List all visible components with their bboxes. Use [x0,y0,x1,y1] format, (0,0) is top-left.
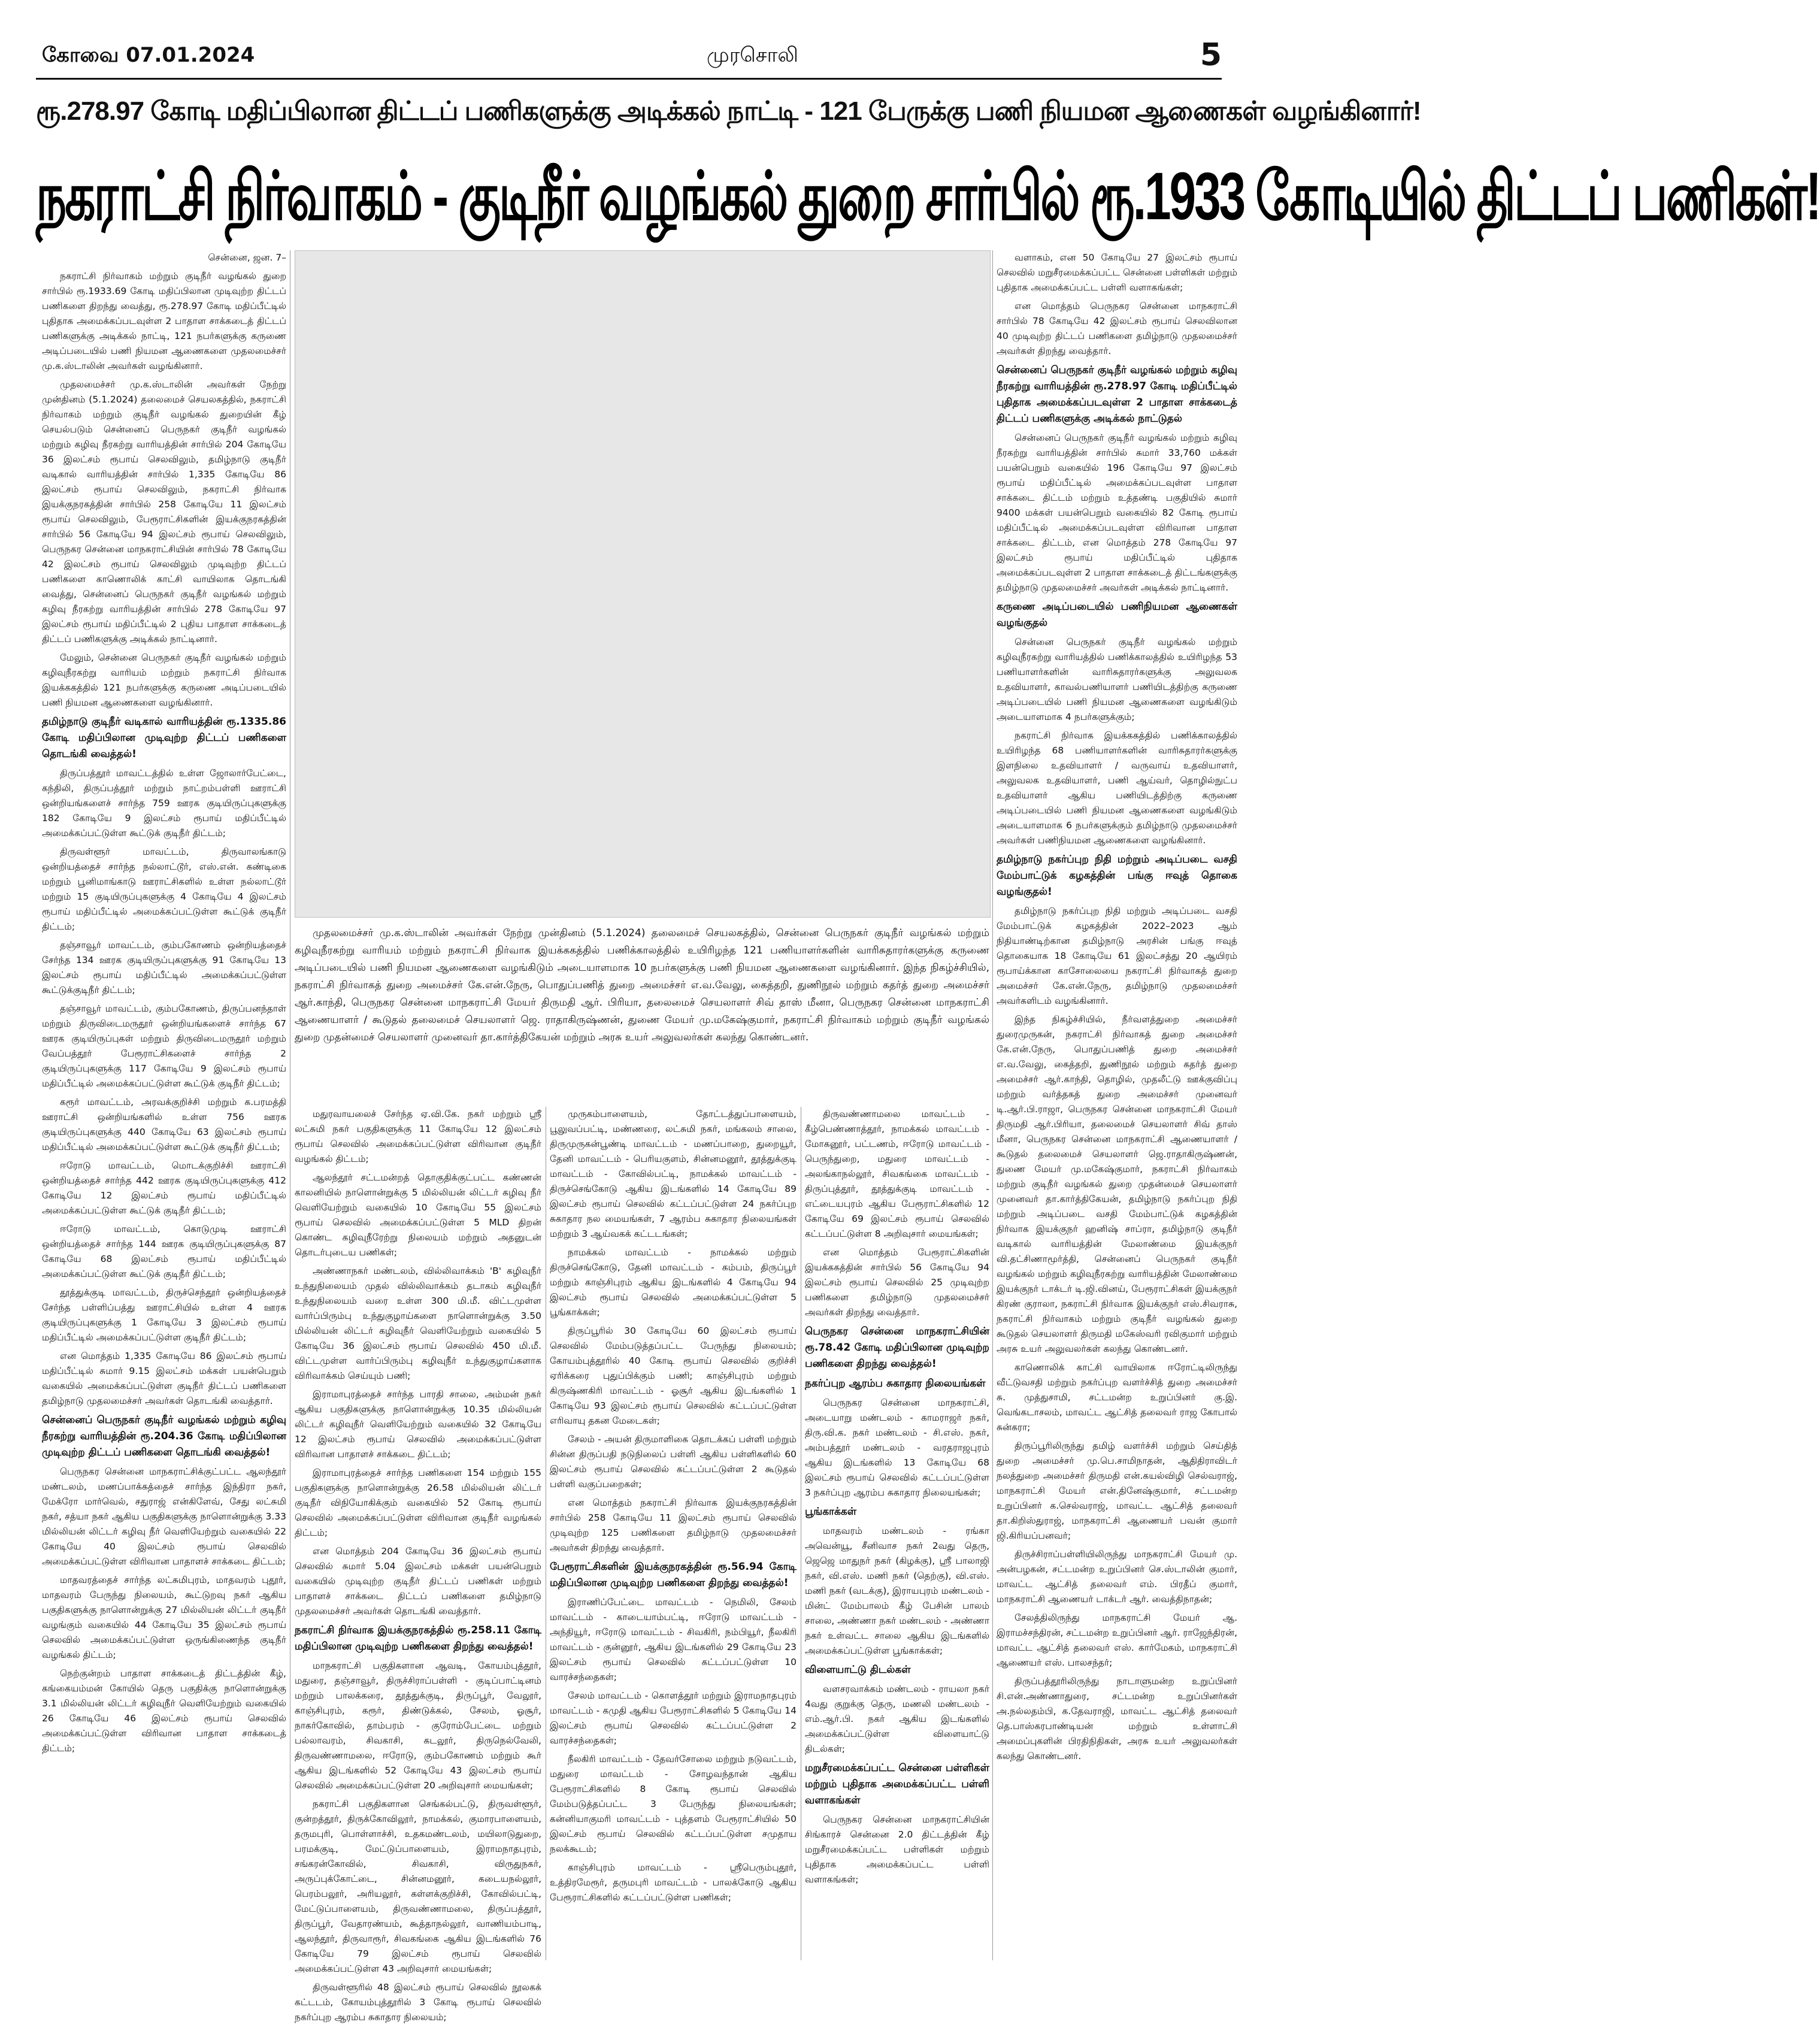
article-paragraph: திருப்பூரில் 30 கோடியே 60 இலட்சம் ரூபாய் செலவில் மேம்படுத்தப்பட்ட பேருந்து நிலையம்; கோயம்புத்தூரில் 40 கோடி ரூபாய் செலவில் குறிச்சி ஏரிக்கரை புதுப்பிக்கும் பணி; காஞ்சிபுரம் மற்றும் கிருஷ்ணகிரி மாவட்டம் - ஓசூர் ஆகிய இடங்களில் 1 கோடியே 93 இலட்சம் ரூபாய் செலவில் கட்டப்பட்டுள்ள எரிவாயு தகன மேடைகள்; [550,1325,797,1426]
article-paragraph: பெருநகர சென்னை மாநகராட்சியின் சிங்காரச் சென்னை 2.0 திட்டத்தின் கீழ் மறுசீரமைக்கப்பட்ட பள்ளிகள் மற்றும் புதிதாக அமைக்கப்பட்ட பள்ளி வளாகங்கள்; [805,1814,989,1885]
article-paragraph: திருப்பத்தூர் மாவட்டத்தில் உள்ள ஜோலார்பேட்டை, கந்திலி, திருப்பத்தூர் மற்றும் நாட்றம்பள்ளி ஊராட்சி ஒன்றியங்களைச் சார்ந்த 759 ஊரக குடியிருப்புகளுக்கு 182 கோடியே 9 இலட்சம் ரூபாய் மதிப்பீட்டில் அமைக்கப்பட்டுள்ள கூட்டுக் குடிநீர் திட்டம்; [42,768,286,839]
article-paragraph: சென்னைப் பெருநகர் குடிநீர் வழங்கல் மற்றும் கழிவு நீரகற்று வாரியத்தின் சார்பில் சுமார் 33,760 மக்கள் பயன்பெறும் வகையில் 196 கோடியே 97 இலட்சம் ரூபாய் மதிப்பீட்டில் அமைக்கப்படவுள்ள பாதாள சாக்கடை திட்டம் மற்றும் உத்தண்டி பகுதியில் சுமார் 9400 மக்கள் பயன்பெறும் வகையில் 82 கோடி ரூபாய் மதிப்பீட்டில் அமைக்கப்படவுள்ள விரிவான பாதாள சாக்கடை திட்டம், என மொத்தம் 278 கோடியே 97 இலட்சம் ரூபாய் மதிப்பீட்டில் புதிதாக அமைக்கப்படவுள்ள 2 பாதாள சாக்கடைத் திட்டங்களுக்கு தமிழ்நாடு முதலமைச்சர் அவர்கள் அடிக்கல் நாட்டினார். [997,432,1237,593]
kicker-headline: ரூ.278.97 கோடி மதிப்பிலான திட்டப் பணிகளுக்கு அடிக்கல் நாட்டி - 121 பேருக்கு பணி நியமன ஆணைகள் வழங்கினார்! [36,96,1421,126]
article-paragraph: பெருநகர சென்னை மாநகராட்சி, அடையாறு மண்டலம் - காமராஜர் நகர், திரு.வி.க. நகர் மண்டலம் - சி.எஸ். நகர், அம்பத்தூர் மண்டலம் - வரதராஜபுரம் ஆகிய இடங்களில் 13 கோடியே 68 இலட்சம் ரூபாய் செலவில் கட்டப்பட்டுள்ள 3 நகர்ப்புற ஆரம்ப சுகாதார நிலையங்கள்; [805,1397,989,1498]
section-subhead: பேரூராட்சிகளின் இயக்குநரகத்தின் ரூ.56.94 கோடி மதிப்பிலான முடிவுற்ற பணிகளை திறந்து வைத்தல்! [550,1561,797,1589]
section-subhead: கருணை அடிப்படையில் பணிநியமன ஆணைகள் வழங்குதல் [997,601,1237,629]
article-paragraph: பெருநகர சென்னை மாநகராட்சிக்குட்பட்ட ஆலந்தூர் மண்டலம், மணப்பாக்கத்தைச் சார்ந்த இந்திரா நகர், மேக்ரோ மார்வெல், சதுராஜ் என்கிளேவ், சேது லட்சுமி நகர், சத்யா நகர் ஆகிய பகுதிகளுக்கு நாளொன்றுக்கு 3.33 மில்லியன் லிட்டர் கழிவு நீர் வெளியேற்றும் வகையில் 22 கோடியே 40 இலட்சம் ரூபாய் செலவில் அமைக்கப்பட்டுள்ள விரிவான பாதாளச் சாக்கடை திட்டம்; [42,1466,286,1567]
article-paragraph: மாதவரத்தைச் சார்ந்த லட்சுமிபுரம், மாதவரம் புதூர், மாதவரம் பேருந்து நிலையம், கூட்டுறவு நகர் ஆகிய பகுதிகளுக்கு நாளொன்றுக்கு 27 மில்லியன் லிட்டர் குடிநீர் வழங்கும் வகையில் 44 கோடியே 35 இலட்சம் ரூபாய் செலவில் அமைக்கப்பட்டுள்ள ஒருங்கிணைந்த குடிநீர் வழங்கல் திட்டம்; [42,1575,286,1660]
article-paragraph: திருப்பத்தூரிலிருந்து நாடாளுமன்ற உறுப்பினர் சி.என்.அண்ணாதுரை, சட்டமன்ற உறுப்பினர்கள் அ.நல்லதம்பி, க.தேவராஜி, மாவட்ட ஆட்சித் தலைவர் தெ.பாஸ்கரபாண்டியன் மற்றும் உள்ளாட்சி அமைப்புகளின் பிரதிநிதிகள், அரசு உயர் அலுவலர்கள் கலந்து கொண்டனர். [997,1676,1237,1761]
article-paragraph: நகராட்சி நிர்வாக இயக்ககத்தில் பணிக்காலத்தில் உயிரிழந்த 68 பணியாளர்களின் வாரிசுதாரர்களுக்கு இளநிலை உதவியாளர் / வருவாய் உதவியாளர், அலுவலக உதவியாளர், பணி ஆய்வர், தொழில்நுட்ப உதவியாளர் ஆகிய பணியிடத்திற்கு கருணை அடிப்படையில் பணி நியமன ஆணைகளை வழங்கிடும் அடையாளமாக 6 நபர்களுக்கும் தமிழ்நாடு முதலமைச்சர் அவர்கள் பணிநியமன ஆணைகளை வழங்கினார். [997,730,1237,846]
article-paragraph: தஞ்சாவூர் மாவட்டம், கும்பகோணம் ஒன்றியத்தைச் சேர்ந்த 134 ஊரக குடியிருப்புகளுக்கு 91 கோடியே 13 இலட்சம் ரூபாய் மதிப்பீட்டில் அமைக்கப்பட்டுள்ள கூட்டுக்குடிநீர் திட்டம்; [42,940,286,995]
article-paragraph: ஆலந்தூர் சட்டமன்றத் தொகுதிக்குட்பட்ட கண்ணன் காலனியில் நாளொன்றுக்கு 5 மில்லியன் லிட்டர் கழிவு நீர் வெளியேற்றும் வகையில் 10 கோடியே 55 இலட்சம் ரூபாய் செலவில் அமைக்கப்பட்டுள்ள 5 MLD திறன் கொண்ட கழிவுநீரேற்று நிலையம் மற்றும் அதனுடன் தொடர்புடைய பணிகள்; [295,1172,541,1258]
section-subhead: பெருநகர சென்னை மாநகராட்சியின் ரூ.78.42 கோடி மதிப்பிலான முடிவுற்ற பணிகளை திறந்து வைத்தல்! [805,1325,989,1370]
article-paragraph: நீலகிரி மாவட்டம் - தேவர்சோலை மற்றும் நடுவட்டம், மதுரை மாவட்டம் - சோழவந்தான் ஆகிய பேரூராட்சிகளில் 8 கோடி ரூபாய் செலவில் மேம்படுத்தப்பட்ட 3 பேருந்து நிலையங்கள்; கன்னியாகுமரி மாவட்டம் - புத்தளம் பேரூராட்சியில் 50 இலட்சம் ரூபாய் செலவில் கட்டப்பட்டுள்ள சமுதாய நலக்கூடம்; [550,1754,797,1854]
article-paragraph: திருவள்ளூரில் 48 இலட்சம் ரூபாய் செலவில் நூலகக் கட்டடம், கோயம்புத்தூரில் 3 கோடி ரூபாய் செலவில் நகர்ப்புற ஆரம்ப சுகாதார நிலையம்; [295,1982,541,2023]
masthead [36,37,1222,80]
article-column-2 [295,1107,541,2023]
paper-name: முரசொலி [707,43,798,67]
article-paragraph: வளசரவாக்கம் மண்டலம் - ராயலா நகர் 4வது குறுக்கு தெரு, மணலி மண்டலம் - எம்.ஆர்.பி. நகர் ஆகிய இடங்களில் அமைக்கப்பட்டுள்ள விளையாட்டு திடல்கள்; [805,1684,989,1754]
article-paragraph: திருச்சிராப்பள்ளியிலிருந்து மாநகராட்சி மேயர் மு. அன்பழகன், சட்டமன்ற உறுப்பினர் செ.ஸ்டாலின் குமார், மாவட்ட ஆட்சித் தலைவர் எம். பிரதீப் குமார், மாநகராட்சி ஆணையர் டாக்டர் ஆர். வைத்திநாதன்; [997,1549,1237,1605]
dateline: சென்னை, ஜன. 7– [208,252,286,263]
main-headline: நகராட்சி நிர்வாகம் - குடிநீர் வழங்கல் துறை சார்பில் ரூ.1933 கோடியில் திட்டப் பணிகள்! [36,159,1820,234]
article-paragraph: இராணிப்பேட்டை மாவட்டம் - நெமிலி, சேலம் மாவட்டம் - காடையாம்பட்டி, ஈரோடு மாவட்டம் - அந்தியூர், ஈரோடு மாவட்டம் - சிவகிரி, நம்பியூர், நீலகிரி மாவட்டம் - குன்னூர், ஆகிய இடங்களில் 29 கோடியே 23 இலட்சம் ரூபாய் செலவில் கட்டப்பட்டுள்ள 10 வாரச்சந்தைகள்; [550,1597,797,1682]
section-subhead: தமிழ்நாடு குடிநீர் வடிகால் வாரியத்தின் ரூ.1335.86 கோடி மதிப்பிலான முடிவுற்ற திட்டப் பணிகளை தொடங்கி வைத்தல்! [42,716,286,760]
section-subhead: தமிழ்நாடு நகர்ப்புற நிதி மற்றும் அடிப்படை வசதி மேம்பாட்டுக் கழகத்தின் பங்கு ஈவுத் தொகை வழங்குதல்! [997,853,1237,898]
article-paragraph: காஞ்சிபுரம் மாவட்டம் - ஸ்ரீபெரும்புதூர், உத்திரமேரூர், தருமபுரி மாவட்டம் - பாலக்கோடு ஆகிய பேரூராட்சிகளில் கட்டப்பட்டுள்ள பணிகள்; [550,1862,797,1903]
article-paragraph: சேலம் மாவட்டம் - கொளத்தூர் மற்றும் இராமநாதபுரம் மாவட்டம் - கமுதி ஆகிய பேரூராட்சிகளில் 5 கோடியே 14 இலட்சம் ரூபாய் செலவில் கட்டப்பட்டுள்ள 2 வாரச்சந்தைகள்; [550,1690,797,1746]
article-paragraph: மாதவரம் மண்டலம் - ரங்கா அவென்யூ, சீனிவாச நகர் 2வது தெரு, ஜெஜெ மாதுநர் நகர் (கிழக்கு), ஸ்ரீ பாலாஜி நகர், வி.எஸ். மணி நகர் (தெற்கு), வி.எஸ். மணி நகர் (வடக்கு), இராயபுரம் மண்டலம் - மின்ட் மேம்பாலம் கீழ் பேசின் பாலம் சாலை, அண்ணா நகர் மண்டலம் - அண்ணா நகர் உள்வட்ட சாலை ஆகிய இடங்களில் அமைக்கப்பட்டுள்ள பூங்காக்கள்; [805,1525,989,1656]
article-paragraph: காணொலிக் காட்சி வாயிலாக ஈரோட்டிலிருந்து வீட்டுவசதி மற்றும் நகர்ப்புற வளர்ச்சித் துறை அமைச்சர் சு. முத்துசாமி, சட்டமன்ற உறுப்பினர் கு.இ. வெங்கடாசலம், மாவட்ட ஆட்சித் தலைவர் ராஜ கோபால் சுன்கரா; [997,1362,1237,1433]
article-paragraph: என மொத்தம் நகராட்சி நிர்வாக இயக்குநரகத்தின் சார்பில் 258 கோடியே 11 இலட்சம் ரூபாய் செலவில் முடிவுற்ற 125 பணிகளை தமிழ்நாடு முதலமைச்சர் அவர்கள் திறந்து வைத்தார். [550,1497,797,1553]
article-paragraph: என மொத்தம் பேரூராட்சிகளின் இயக்ககத்தின் சார்பில் 56 கோடியே 94 இலட்சம் ரூபாய் செலவில் 25 முடிவுற்ற பணிகளை தமிழ்நாடு முதலமைச்சர் அவர்கள் திறந்து வைத்தார். [805,1247,989,1318]
article-paragraph: திருப்பூரிலிருந்து தமிழ் வளர்ச்சி மற்றும் செய்தித் துறை அமைச்சர் மு.பெ.சாமிநாதன், ஆதிதிராவிடர் நலத்துறை அமைச்சர் திருமதி என்.கயல்விழி செல்வராஜ், மாநகராட்சி மேயர் என்.தினேஷ்குமார், சட்டமன்ற உறுப்பினர் க.செல்வராஜ், மாவட்ட ஆட்சித் தலைவர் தா.கிறிஸ்துராஜ், மாநகராட்சி ஆணையர் பவன் குமார் ஜி.கிரியப்பனவர்; [997,1440,1237,1541]
article-paragraph: சேலத்திலிருந்து மாநகராட்சி மேயர் ஆ. இராமச்சந்திரன், சட்டமன்ற உறுப்பினர் ஆர். ராஜேந்திரன், மாவட்ட ஆட்சித் தலைவர் எஸ். கார்மேகம், மாநகராட்சி ஆணையர் எஸ். பாலசந்தர்; [997,1612,1237,1668]
article-paragraph: முதலமைச்சர் மு.க.ஸ்டாலின் அவர்கள் நேற்று முன்தினம் (5.1.2024) தலைமைச் செயலகத்தில், நகராட்சி நிர்வாகம் மற்றும் குடிநீர் வழங்கல் துறையின் கீழ் செயல்படும் சென்னைப் பெருநகர் குடிநீர் வழங்கல் மற்றும் கழிவு நீரகற்று வாரியத்தின் சார்பில் 204 கோடியே 36 இலட்சம் ரூபாய் செலவிலும், தமிழ்நாடு குடிநீர் வடிகால் வாரியத்தின் சார்பில் 1,335 கோடியே 86 இலட்சம் ரூபாய் செலவிலும், நகராட்சி நிர்வாக இயக்குநரகத்தின் சார்பில் 258 கோடியே 11 இலட்சம் ரூபாய் செலவிலும், பேரூராட்சிகளின் இயக்குநரகத்தின் சார்பில் 56 கோடியே 94 இலட்சம் ரூபாய் செலவிலும், பெருநகர சென்னை மாநகராட்சியின் சார்பில் 78 கோடியே 42 இலட்சம் ரூபாய் செலவிலும் முடிவுற்ற திட்டப் பணிகளை காணொலிக் காட்சி வாயிலாக தொடங்கி வைத்து, சென்னைப் பெருநகர் குடிநீர் வழங்கல் மற்றும் கழிவு நீரகற்று வாரியத்தின் சார்பில் 278 கோடியே 97 இலட்சம் ரூபாய் மதிப்பீட்டில் 2 புதிய பாதாள சாக்கடைத் திட்டப் பணிகளுக்கு அடிக்கல் நாட்டினார். [42,379,286,644]
article-column-3 [550,1107,797,1960]
section-subhead: நகராட்சி நிர்வாக இயக்குநரகத்தில் ரூ.258.11 கோடி மதிப்பிலான முடிவுற்ற பணிகளை திறந்து வைத்தல்! [295,1624,541,1652]
article-paragraph: முருகம்பாளையம், தோட்டத்துப்பாளையம், பூலுவப்பட்டி, மண்ணரை, லட்சுமி நகர், மங்கலம் சாலை, திருமுருகன்பூண்டி மாவட்டம் - மணப்பாறை, துறையூர், தேனி மாவட்டம் - பெரியகுளம், சின்னமனூர், தூத்துக்குடி மாவட்டம் - கோவில்பட்டி, நாமக்கல் மாவட்டம் - திருச்செங்கோடு ஆகிய இடங்களில் 14 கோடியே 89 இலட்சம் ரூபாய் செலவில் கட்டப்பட்டுள்ள 24 நகர்ப்புற சுகாதார நல மையங்கள், 7 ஆரம்ப சுகாதார நிலையங்கள் மற்றும் 3 ஆய்வகக் கட்டடங்கள்; [550,1109,797,1239]
article-paragraph: சென்னை பெருநகர் குடிநீர் வழங்கல் மற்றும் கழிவுநீரகற்று வாரியத்தில் பணிக்காலத்தில் உயிரிழந்த 53 பணியாளர்களின் வாரிசுதாரர்களுக்கு அலுவலக உதவியாளர், காவல்பணியாளர் பணியிடத்திற்கு கருணை அடிப்படையில் பணி நியமன ஆணைகளை வழங்கிடும் அடையாளமாக 4 நபர்களுக்கும்; [997,637,1237,722]
article-paragraph: நகராட்சி பகுதிகளான செங்கல்பட்டு, திருவள்ளூர், குன்றத்தூர், திருக்கோவிலூர், நாமக்கல், குமாரபாளையம், தருமபுரி, பொள்ளாச்சி, உதகமண்டலம், மயிலாடுதுறை, பரமக்குடி, மேட்டுப்பாளையம், இராமநாதபுரம், சங்கரன்கோவில், சிவகாசி, விருதுநகர், அருப்புக்கோட்டை, சின்னமனூர், கடையநல்லூர், பெரம்பலூர், அரியலூர், கள்ளக்குறிச்சி, கோவில்பட்டி, மேட்டுப்பாளையம், திருவண்ணாமலை, திருப்பத்தூர், திருப்பூர், வேதாரண்யம், கூத்தாநல்லூர், வாணியம்பாடி, ஆலந்தூர், திருவாரூர், சிவகங்கை ஆகிய இடங்களில் 76 கோடியே 79 இலட்சம் ரூபாய் செலவில் அமைக்கப்பட்டுள்ள 43 அறிவுசார் மையங்கள்; [295,1799,541,1974]
article-paragraph: என மொத்தம் 1,335 கோடியே 86 இலட்சம் ரூபாய் மதிப்பீட்டில் சுமார் 9.15 இலட்சம் மக்கள் பயன்பெறும் வகையில் அமைக்கப்பட்டுள்ள குடிநீர் திட்டப் பணிகளை தமிழ்நாடு முதலமைச்சர் அவர்கள் தொடங்கி வைத்தார். [42,1351,286,1406]
article-paragraph: தஞ்சாவூர் மாவட்டம், கும்பகோணம், திருப்பனந்தாள் மற்றும் திருவிடைமருதூர் ஒன்றியங்களைச் சார்ந்த 67 ஊரக குடியிருப்புகள் மற்றும் திருவிடைமருதூர் மற்றும் வேப்பத்தூர் பேரூராட்சிகளைச் சார்ந்த 2 குடியிருப்புகளுக்கு 117 கோடியே 9 இலட்சம் ரூபாய் மதிப்பீட்டில் அமைக்கப்பட்டுள்ள கூட்டுக் குடிநீர் திட்டம்; [42,1003,286,1089]
section-subhead: சென்னைப் பெருநகர் குடிநீர் வழங்கல் மற்றும் கழிவு நீரகற்று வாரியத்தின் ரூ.278.97 கோடி மதிப்பீட்டில் புதிதாக அமைக்கப்படவுள்ள 2 பாதாள சாக்கடைத் திட்டப் பணிகளுக்கு அடிக்கல் நாட்டுதல் [997,364,1237,425]
article-paragraph: ஈரோடு மாவட்டம், மொடக்குறிச்சி ஊராட்சி ஒன்றியத்தைச் சார்ந்த 442 ஊரக குடியிருப்புகளுக்கு 412 கோடியே 12 இலட்சம் ரூபாய் மதிப்பீட்டில் அமைக்கப்பட்டுள்ள கூட்டுக் குடிநீர் திட்டம்; [42,1160,286,1216]
article-column-1 [42,250,286,1960]
article-paragraph: மாநகராட்சி பகுதிகளான ஆவடி, கோயம்புத்தூர், மதுரை, தஞ்சாவூர், திருச்சிராப்பள்ளி - குடிப்பாட்டினம் மற்றும் பாலக்கரை, தூத்துக்குடி, திருப்பூர், வேலூர், காஞ்சிபுரம், கரூர், திண்டுக்கல், சேலம், ஓசூர், நாகர்கோவில், தாம்பரம் - குரோம்பேட்டை மற்றும் பல்லாவரம், சிவகாசி, கடலூர், திருநெல்வேலி, திருவண்ணாமலை, ஈரோடு, கும்பகோணம் மற்றும் கூர் ஆகிய இடங்களில் 52 கோடியே 43 இலட்சம் ரூபாய் செலவில் அமைக்கப்பட்டுள்ள 20 அறிவுசார் மையங்கள்; [295,1660,541,1791]
article-paragraph: நெற்குன்றம் பாதாள சாக்கடைத் திட்டத்தின் கீழ், கங்கையம்மன் கோயில் தெரு பகுதிக்கு நாளொன்றுக்கு 3.1 மில்லியன் லிட்டர் கழிவுநீர் வெளியேற்றும் வகையில் 26 கோடியே 46 இலட்சம் ரூபாய் செலவில் அமைக்கப்பட்டுள்ள விரிவான பாதாள சாக்கடைத் திட்டம்; [42,1668,286,1754]
article-paragraph: தூத்துக்குடி மாவட்டம், திருச்செந்தூர் ஒன்றியத்தைச் சேர்ந்த பள்ளிப்பத்து ஊராட்சியில் உள்ள 4 ஊரக குடியிருப்புகளுக்கு 1 கோடியே 3 இலட்சம் ரூபாய் மதிப்பீட்டில் அமைக்கப்பட்டுள்ள குடிநீர் திட்டம்; [42,1287,286,1343]
article-paragraph: இராமாபுரத்தைச் சார்ந்த பாரதி சாலை, அம்மன் நகர் ஆகிய பகுதிகளுக்கு நாளொன்றுக்கு 10.35 மில்லியன் லிட்டர் கழிவுநீர் வெளியேற்றும் வகையில் 32 கோடியே 12 இலட்சம் ரூபாய் செலவில் அமைக்கப்பட்டுள்ள விரிவான பாதாளச் சாக்கடை திட்டம்; [295,1389,541,1460]
article-paragraph: இராமாபுரத்தைச் சார்ந்த பணிகளை 154 மற்றும் 155 பகுதிகளுக்கு நாளொன்றுக்கு 26.58 மில்லியன் லிட்டர் குடிநீர் விநியோகிக்கும் வகையில் 52 கோடி ரூபாய் செலவில் அமைக்கப்பட்டுள்ள விரிவான குடிநீர் வழங்கல் திட்டம்; [295,1467,541,1538]
page-number: 5 [1200,37,1222,73]
article-paragraph: இந்த நிகழ்ச்சியில், நீர்வளத்துறை அமைச்சர் துரைமுருகன், நகராட்சி நிர்வாகத் துறை அமைச்சர் கே.என்.நேரு, பொதுப்பணித் துறை அமைச்சர் எ.வ.வேலு, கைத்தறி, துணிநூல் மற்றும் கதர்த் துறை அமைச்சர் ஆர்.காந்தி, தொழில், முதலீட்டு ஊக்குவிப்பு மற்றும் வர்த்தகத் துறை அமைச்சர் முனைவர் டி.ஆர்.பி.ராஜா, பெருநகர சென்னை மாநகராட்சி மேயர் திருமதி ஆர்.பிரியா, தலைமைச் செயலாளர் சிவ் தாஸ் மீனா, பெருநகர சென்னை மாநகராட்சி ஆணையாளர் / கூடுதல் தலைமைச் செயலாளர் ஜெ.ராதாகிருஷ்ணன், துணை மேயர் மு.மகேஷ்குமார், நகராட்சி நிர்வாகம் மற்றும் குடிநீர் வழங்கல் துறை முதன்மைச் செயலாளர் முனைவர் தா.கார்த்திகேயன், தமிழ்நாடு நகர்ப்புற நிதி மற்றும் அடிப்படை வசதி மேம்பாட்டுக் கழகத்தின் நிர்வாக இயக்குநர் ஹனிஷ் சாப்ரா, தமிழ்நாடு குடிநீர் வடிகால் வாரியத்தின் மேலாண்மை இயக்குநர் வி.தட்சிணாமூர்த்தி, சென்னைப் பெருநகர் குடிநீர் வழங்கல் மற்றும் கழிவுநீரகற்று வாரியத்தின் மேலாண்மை இயக்குநர் டாக்டர் டி.ஜி.வினய், பேரூராட்சிகள் இயக்குநர் கிரண் குராலா, நகராட்சி நிர்வாக இயக்குநர் எஸ்.சிவராசு, நகராட்சி நிர்வாகம் மற்றும் குடிநீர் வழங்கல் துறை கூடுதல் செயலாளர் திருமதி மகேஸ்வரி ரவிகுமார் மற்றும் அரசு உயர் அலுவலர்கள் கலந்து கொண்டனர். [997,1014,1237,1354]
section-subhead: விளையாட்டு திடல்கள் [805,1664,911,1676]
news-photo [295,250,991,918]
article-paragraph: நகராட்சி நிர்வாகம் மற்றும் குடிநீர் வழங்கல் துறை சார்பில் ரூ.1933.69 கோடி மதிப்பிலான முடிவுற்ற திட்டப் பணிகளை திறந்து வைத்து, ரூ.278.97 கோடி மதிப்பீட்டில் புதிதாக அமைக்கப்படவுள்ள 2 பாதாள சாக்கடைத் திட்டப் பணிகளுக்கு அடிக்கல் நாட்டி, 121 நபர்களுக்கு கருணை அடிப்படையில் பணி நியமன ஆணைகளை முதலமைச்சர் மு.க.ஸ்டாலின் அவர்கள் வழங்கினார். [42,271,286,371]
photo-caption-text: முதலமைச்சர் மு.க.ஸ்டாலின் அவர்கள் நேற்று முன்தினம் (5.1.2024) தலைமைச் செயலகத்தில், சென்னை பெருநகர் குடிநீர் வழங்கல் மற்றும் கழிவுநீரகற்று வாரியம் மற்றும் நகராட்சி நிர்வாக இயக்ககத்தில் பணிக்காலத்தில் உயிரிழந்த 121 பணியாளர்களின் வாரிசுதாரர்களுக்கு கருணை அடிப்படையில் பணி நியமன ஆணைகளை வழங்கிடும் அடையாளமாக 10 நபர்களுக்கு பணி நியமன ஆணைகளை வழங்கினார். இந்த நிகழ்ச்சியில், நகராட்சி நிர்வாகத் துறை அமைச்சர் கே.என்.நேரு, பொதுப்பணித் துறை அமைச்சர் எ.வ.வேலு, கைத்தறி, துணிநூல் மற்றும் கதர்த் துறை அமைச்சர் ஆர்.காந்தி, பெருநகர சென்னை மாநகராட்சி மேயர் திருமதி ஆர். பிரியா, தலைமைச் செயலாளர் சிவ் தாஸ் மீனா, பெருநகர சென்னை மாநகராட்சி ஆணையாளர் / கூடுதல் தலைமைச் செயலாளர் ஜெ. ராதாகிருஷ்ணன், துணை மேயர் மு.மகேஷ்குமார், நகராட்சி நிர்வாகம் மற்றும் குடிநீர் வழங்கல் துறை முதன்மைச் செயலாளர் முனைவர் தா.கார்த்திகேயன் மற்றும் அரசு உயர் அலுவலர்கள் கலந்து கொண்டனர். [295,927,989,1043]
article-column-5 [997,250,1237,1960]
column-divider [992,250,993,1960]
section-subhead: சென்னைப் பெருநகர் குடிநீர் வழங்கல் மற்றும் கழிவு நீரகற்று வாரியத்தின் ரூ.204.36 கோடி மதிப்பிலான முடிவுற்ற திட்டப் பணிகளை தொடங்கி வைத்தல்! [42,1414,286,1458]
section-subhead: பூங்காக்கள் [805,1506,857,1518]
photo-caption [295,925,989,1098]
article-column-4 [805,1107,989,1960]
article-paragraph: திருவண்ணாமலை மாவட்டம் - கீழ்பெண்ணாத்தூர், நாமக்கல் மாவட்டம் - மோகனூர், பட்டணம், ஈரோடு மாவட்டம் - பெருந்துறை, மதுரை மாவட்டம் - அலங்காநல்லூர், சிவகங்கை மாவட்டம் - திருப்புத்தூர், தூத்துக்குடி மாவட்டம் - எட்டையபுரம் ஆகிய பேரூராட்சிகளில் 12 கோடியே 69 இலட்சம் ரூபாய் செலவில் கட்டப்பட்டுள்ள 8 அறிவுசார் மையங்கள்; [805,1109,989,1239]
article-paragraph: என மொத்தம் பெருநகர சென்னை மாநகராட்சி சார்பில் 78 கோடியே 42 இலட்சம் ரூபாய் செலவிலான 40 முடிவுற்ற திட்டப் பணிகளை தமிழ்நாடு முதலமைச்சர் அவர்கள் திறந்து வைத்தார். [997,301,1237,356]
article-paragraph: என மொத்தம் 204 கோடியே 36 இலட்சம் ரூபாய் செலவில் சுமார் 5.04 இலட்சம் மக்கள் பயன்பெறும் வகையில் முடிவுற்ற குடிநீர் திட்டப் பணிகள் மற்றும் பாதாளச் சாக்கடை திட்டப் பணிகளை தமிழ்நாடு முதலமைச்சர் அவர்கள் தொடங்கி வைத்தார். [295,1546,541,1617]
article-paragraph: அண்ணாநகர் மண்டலம், வில்லிவாக்கம் 'B' கழிவுநீர் உந்துநிலையம் முதல் வில்லிவாக்கம் தடாகம் கழிவுநீர் உந்துநிலையம் வரை உள்ள 300 மி.மீ. விட்டமுள்ள வார்ப்பிரும்பு உந்துகுழாய்களை நாளொன்றுக்கு 3.50 மில்லியன் லிட்டர் கழிவுநீர் வெளியேற்றும் வகையில் 5 கோடியே 36 இலட்சம் ரூபாய் செலவில் 450 மி.மீ. விட்டமுள்ள வார்ப்பிரும்பு கழிவுநீர் உந்துகுழாய்களாக விரிவாக்கம் செய்யும் பணி; [295,1266,541,1381]
section-subhead: மறுசீரமைக்கப்பட்ட சென்னை பள்ளிகள் மற்றும் புதிதாக அமைக்கப்பட்ட பள்ளி வளாகங்கள் [805,1762,989,1806]
section-subhead: நகர்ப்புற ஆரம்ப சுகாதார நிலையங்கள் [805,1378,986,1390]
article-paragraph: தமிழ்நாடு நகர்ப்புற நிதி மற்றும் அடிப்படை வசதி மேம்பாட்டுக் கழகத்தின் 2022–2023 ஆம் நிதியாண்டிற்கான தமிழ்நாடு அரசின் பங்கு ஈவுத் தொகையாக 18 கோடியே 61 இலட்சத்து 20 ஆயிரம் ரூபாய்க்கான காசோலையை நகராட்சி நிர்வாகத் துறை அமைச்சர் கே.என்.நேரு, தமிழ்நாடு முதலமைச்சர் அவர்களிடம் வழங்கினார். [997,906,1237,1006]
article-paragraph: நாமக்கல் மாவட்டம் - நாமக்கல் மற்றும் திருச்செங்கோடு, தேனி மாவட்டம் - கம்பம், திருப்பூர் மற்றும் காஞ்சிபுரம் ஆகிய இடங்களில் 4 கோடியே 94 இலட்சம் ரூபாய் செலவில் அமைக்கப்பட்டுள்ள 5 பூங்காக்கள்; [550,1247,797,1318]
article-paragraph: சேலம் - அயன் திருமாளிகை தொடக்கப் பள்ளி மற்றும் சின்ன திருப்பதி நடுநிலைப் பள்ளி ஆகிய பள்ளிகளில் 60 இலட்சம் ரூபாய் செலவில் கட்டப்பட்டுள்ள 2 கூடுதல் பள்ளி வகுப்பறைகள்; [550,1434,797,1490]
article-paragraph: கரூர் மாவட்டம், அரவக்குறிச்சி மற்றும் க.பரமத்தி ஊராட்சி ஒன்றியங்களில் உள்ள 756 ஊரக குடியிருப்புகளுக்கு 440 கோடியே 63 இலட்சம் ரூபாய் மதிப்பீட்டில் அமைக்கப்பட்டுள்ள கூட்டுக் குடிநீர் திட்டம்; [42,1097,286,1152]
article-paragraph: வளாகம், என 50 கோடியே 27 இலட்சம் ரூபாய் செலவில் மறுசீரமைக்கப்பட்ட சென்னை பள்ளிகள் மற்றும் புதிதாக அமைக்கப்பட்ட பள்ளி வளாகங்கள்; [997,252,1237,293]
article-paragraph: மேலும், சென்னை பெருநகர் குடிநீர் வழங்கல் மற்றும் கழிவுநீரகற்று வாரியம் மற்றும் நகராட்சி நிர்வாக இயக்ககத்தில் 121 நபர்களுக்கு கருணை அடிப்படையில் பணி நியமன ஆணைகளை வழங்கினார். [42,652,286,708]
article-paragraph: திருவள்ளூர் மாவட்டம், திருவாலங்காடு ஒன்றியத்தைச் சார்ந்த நல்லாட்டூர், எஸ்.என். கண்டிகை மற்றும் பூனிமாங்காடு ஊராட்சிகளில் உள்ள நல்லாட்டூர் மற்றும் 15 குடியிருப்புகளுக்கு 4 கோடியே 4 இலட்சம் ரூபாய் மதிப்பீட்டில் அமைக்கப்பட்டுள்ள கூட்டுக் குடிநீர் திட்டம்; [42,846,286,932]
article-paragraph: ஈரோடு மாவட்டம், கொடுமுடி ஊராட்சி ஒன்றியத்தைச் சார்ந்த 144 ஊரக குடியிருப்புகளுக்கு 87 கோடியே 68 இலட்சம் ரூபாய் மதிப்பீட்டில் அமைக்கப்பட்டுள்ள கூட்டுக் குடிநீர் திட்டம்; [42,1224,286,1279]
place-date: கோவை 07.01.2024 [42,43,255,67]
article-paragraph: மதுரவாயலைச் சேர்ந்த ஏ.வி.கே. நகர் மற்றும் ஸ்ரீ லட்சுமி நகர் பகுதிகளுக்கு 11 கோடியே 12 இலட்சம் ரூபாய் செலவில் அமைக்கப்பட்டுள்ள விரிவான குடிநீர் வழங்கல் திட்டம்; [295,1109,541,1164]
